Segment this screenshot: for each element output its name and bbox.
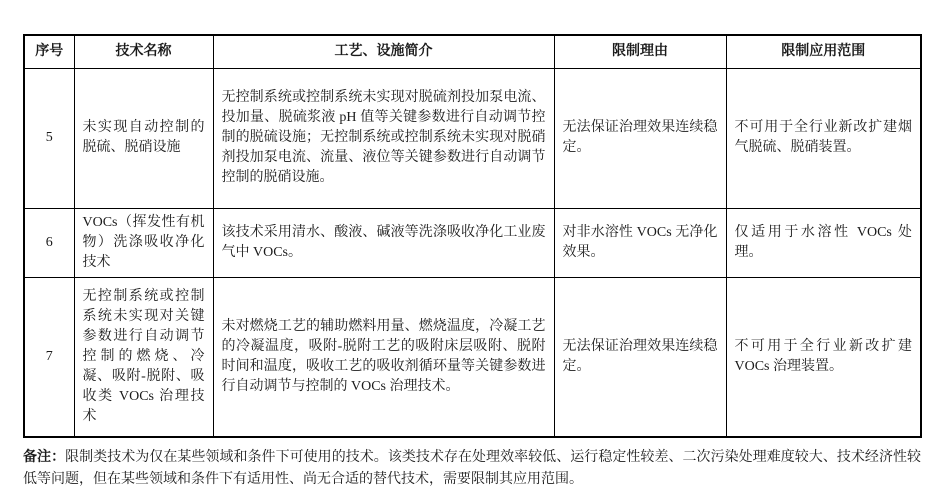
table-row (24, 208, 921, 277)
cell-restriction-reason: 无法保证治理效果连续稳定。 (554, 277, 726, 437)
table-header-row (24, 35, 921, 68)
header-process-description: 工艺、设施简介 (213, 35, 554, 68)
cell-process-description: 该技术采用清水、酸液、碱液等洗涤吸收净化工业废气中 VOCs。 (213, 208, 554, 277)
document-page (23, 34, 921, 491)
header-restriction-reason: 限制理由 (554, 35, 726, 68)
cell-technology-name: 无控制系统或控制系统未实现对关键参数进行自动调节控制的燃烧、冷凝、吸附-脱附、吸收类 VOCs 治理技术 (74, 277, 213, 437)
header-restricted-scope: 限制应用范围 (726, 35, 921, 68)
footnote-text: 限制类技术为仅在某些领域和条件下可使用的技术。该类技术存在处理效率较低、运行稳定性较差、二次污染处理难度较大、技术经济性较低等问题，但在某些领域和条件下有适用性、尚无合适的替代技术，需要限制其应用范围。 (23, 450, 922, 487)
table-row (24, 277, 921, 437)
cell-process-description: 未对燃烧工艺的辅助燃料用量、燃烧温度，冷凝工艺的冷凝温度，吸附-脱附工艺的吸附床层吸附、脱附时间和温度，吸收工艺的吸收剂循环量等关键参数进行自动调节与控制的 VOCs 治理技术。 (213, 277, 554, 437)
cell-serial-number: 6 (24, 208, 74, 277)
cell-restricted-scope: 不可用于全行业新改扩建 VOCs 治理装置。 (726, 277, 921, 437)
cell-restriction-reason: 无法保证治理效果连续稳定。 (554, 68, 726, 208)
cell-technology-name: 未实现自动控制的脱硫、脱硝设施 (74, 68, 213, 208)
cell-restricted-scope: 仅适用于水溶性 VOCs 处理。 (726, 208, 921, 277)
footnote (23, 447, 921, 491)
cell-process-description: 无控制系统或控制系统未实现对脱硫剂投加泵电流、投加量、脱硫浆液 pH 值等关键参数进行自动调节控制的脱硫设施；无控制系统或控制系统未实现对脱硝剂投加泵电流、流量、液位等关键参数进行自动调节控制的脱硝设施。 (213, 68, 554, 208)
cell-restricted-scope: 不可用于全行业新改扩建烟气脱硫、脱硝装置。 (726, 68, 921, 208)
cell-serial-number: 5 (24, 68, 74, 208)
footnote-label: 备注： (23, 450, 66, 465)
restricted-technologies-table (23, 34, 922, 438)
cell-serial-number: 7 (24, 277, 74, 437)
cell-technology-name: VOCs（挥发性有机物）洗涤吸收净化技术 (74, 208, 213, 277)
header-technology-name: 技术名称 (74, 35, 213, 68)
table-row (24, 68, 921, 208)
header-serial-number: 序号 (24, 35, 74, 68)
cell-restriction-reason: 对非水溶性 VOCs 无净化效果。 (554, 208, 726, 277)
